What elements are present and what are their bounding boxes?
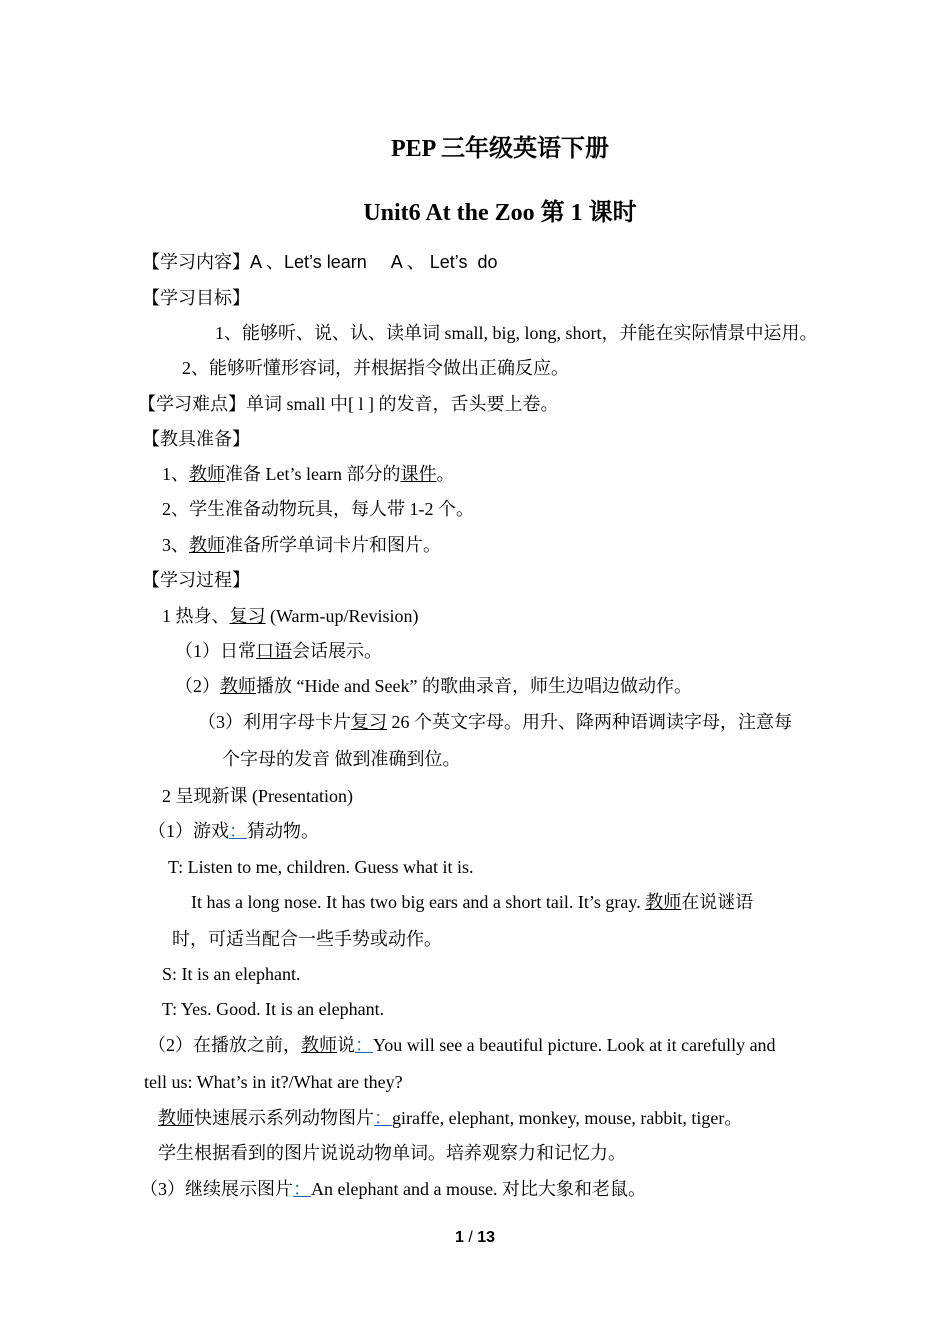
game-3-b: An elephant and a mouse. 对比大象和老鼠。 (311, 1179, 646, 1199)
teacher-line-2-b: 在说谜语 (681, 892, 754, 912)
game-3-a: （3）继续展示图片 (140, 1179, 293, 1199)
step-1-item-1 (175, 640, 382, 662)
page-current: 1 (454, 1229, 464, 1246)
prep-item-3-text: 准备所学单词卡片和图片。 (225, 535, 441, 555)
content-label: 【学习内容】 (142, 252, 250, 272)
game-1-a: （1）游戏 (148, 821, 229, 841)
step-1-a: 1 热身、 (162, 606, 230, 626)
prep-item-1 (162, 463, 454, 485)
prep-item-2: 2、学生准备动物玩具，每人带 1-2 个。 (162, 499, 474, 519)
difficulty-text: 单词 small 中[ l ] 的发音，舌头要上卷。 (246, 394, 559, 414)
step-2-heading: 2 呈现新课 (Presentation) (162, 786, 353, 806)
prep-item-1-end: 。 (436, 464, 455, 484)
game-1-b: 猜动物。 (247, 821, 319, 841)
document-title: PEP 三年级英语下册 (390, 136, 609, 162)
prep-item-3 (162, 534, 441, 556)
prep-item-3-num: 3、 (162, 535, 189, 555)
step-1-heading (162, 605, 419, 627)
step-1-item-2-a: （2） (175, 676, 220, 696)
step-1-item-2-b: 播放 “Hide and Seek” 的歌曲录音，师生边唱边做动作。 (256, 676, 692, 696)
game-2-teacher: 教师 (301, 1035, 337, 1055)
student-answer: S: It is an elephant. (162, 964, 301, 984)
step-1-item-1-a: （1）日常 (175, 641, 256, 661)
objectives-label: 【学习目标】 (142, 288, 250, 308)
difficulty-label: 【学习难点】 (138, 394, 246, 414)
game-2-show-teacher: 教师 (158, 1108, 194, 1128)
prep-item-1-courseware: 课件 (400, 464, 437, 484)
teacher-line-2 (191, 891, 753, 913)
objective-item-1: 1、能够听、说、认、读单词 small, big, long, short，并能在实际情景中运用。 (215, 323, 818, 343)
page-number (0, 1229, 950, 1247)
step-1-review: 复习 (229, 606, 266, 626)
process-label: 【学习过程】 (142, 570, 250, 590)
page-total: 13 (477, 1229, 496, 1246)
step-1-item-1-b: 会话展示。 (292, 641, 382, 661)
step-1-item-2 (175, 675, 692, 697)
game-2-show (158, 1107, 742, 1129)
step-1-item-3-cont: 个字母的发音 做到准确到位。 (222, 749, 461, 769)
teacher-line-2-teacher: 教师 (645, 892, 682, 912)
page-separator: / (463, 1229, 478, 1246)
game-2-cont: tell us: What’s in it?/What are they? (144, 1072, 403, 1092)
step-1-item-3-a: （3）利用字母卡片 (198, 712, 351, 732)
content-text: A 、Let’s learn A 、 Let’s do (250, 252, 498, 272)
game-2-show-a: 快速展示系列动物图片 (194, 1108, 374, 1128)
content-line (142, 251, 497, 273)
teacher-answer: T: Yes. Good. It is an elephant. (162, 999, 385, 1019)
game-2-colon: ： (355, 1035, 373, 1055)
game-2 (148, 1034, 776, 1056)
difficulty-line (138, 393, 559, 415)
game-1-colon: ： (229, 821, 247, 841)
step-1-item-2-teacher: 教师 (220, 676, 256, 696)
teacher-line-2-a: It has a long nose. It has two big ears and a short tail. It’s gray. (191, 892, 646, 912)
game-3-colon: ： (293, 1179, 311, 1199)
teacher-line-1: T: Listen to me, children. Guess what it is. (168, 857, 474, 877)
prep-item-1-text: 准备 Let’s learn 部分的 (225, 464, 401, 484)
game-2-b: 说 (337, 1035, 355, 1055)
game-3 (140, 1178, 646, 1200)
game-1 (148, 820, 319, 842)
step-1-b: (Warm-up/Revision) (265, 606, 419, 626)
step-1-item-3-review: 复习 (351, 712, 387, 732)
game-2-show-colon: ： (374, 1108, 392, 1128)
prep-item-3-teacher: 教师 (189, 535, 225, 555)
step-1-item-3-b: 26 个英文字母。用升、降两种语调读字母，注意每 (387, 712, 792, 732)
game-2-students: 学生根据看到的图片说说动物单词。培养观察力和记忆力。 (158, 1143, 626, 1163)
step-1-item-1-oral: 口语 (256, 641, 292, 661)
game-2-show-b: giraffe, elephant, monkey, mouse, rabbit, tiger。 (392, 1108, 743, 1128)
document-subtitle: Unit6 At the Zoo 第 1 课时 (363, 200, 637, 226)
prep-item-1-num: 1、 (162, 464, 189, 484)
step-1-item-3 (198, 711, 792, 733)
prep-item-1-teacher: 教师 (189, 464, 225, 484)
game-2-c: You will see a beautiful picture. Look at it carefully and (373, 1035, 776, 1055)
game-2-a: （2）在播放之前， (148, 1035, 301, 1055)
prep-label: 【教具准备】 (142, 429, 250, 449)
objective-item-2: 2、能够听懂形容词，并根据指令做出正确反应。 (182, 358, 569, 378)
teacher-line-3: 时，可适当配合一些手势或动作。 (172, 929, 442, 949)
